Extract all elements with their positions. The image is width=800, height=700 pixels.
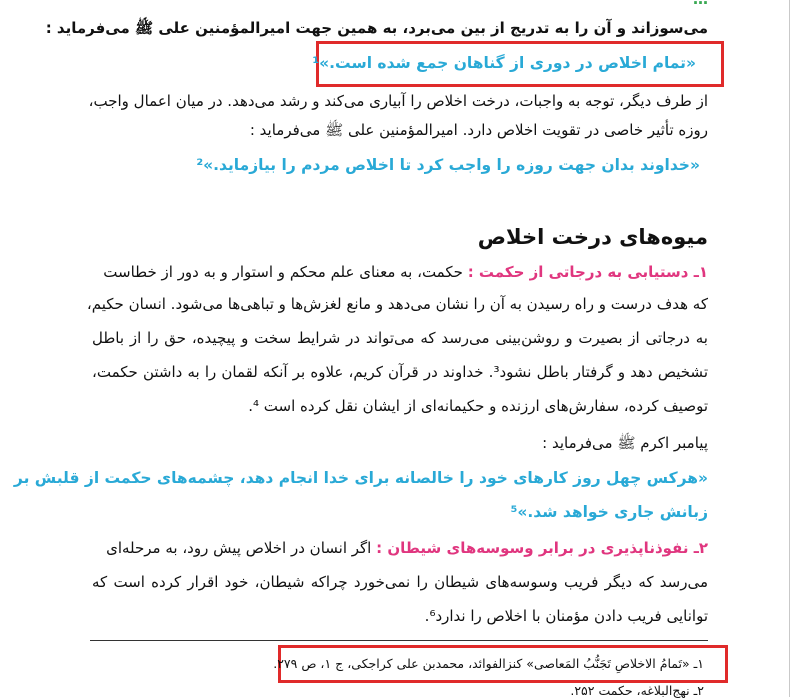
- text-line: تشخیص دهد و گرفتار باطل نشود³. خداوند در قرآن کریم، علاوه بر آنکه لقمان را به داشتن حکمت،: [92, 363, 708, 381]
- section-heading: میوه‌های درخت اخلاص: [477, 225, 708, 249]
- footnote: ۲ـ نهج‌البلاغه، حکمت ۲۵۲.: [570, 683, 704, 698]
- quote-line: «تمام اخلاص در دوری از گناهان جمع شده است.»¹: [312, 54, 696, 72]
- subsection-title: ۲ـ نفوذناپذیری در برابر وسوسه‌های شیطان :: [376, 539, 708, 557]
- cropped-top-line: [609, 0, 708, 10]
- subsection-title: ۱ـ دستیابی به درجاتی از حکمت :: [467, 263, 708, 281]
- subsection-line: [92, 261, 708, 283]
- subsection-line: [92, 537, 708, 559]
- text-line: از طرف دیگر، توجه به واجبات، درخت اخلاص را آبیاری می‌کند و رشد می‌دهد. در میان اعمال واجب،: [88, 92, 708, 110]
- subsection-text: حکمت، به معنای علم محکم و استوار و به دور از خطاست: [103, 263, 463, 281]
- text-line: توانایی فریب دادن مؤمنان با اخلاص را ندارد⁶.: [424, 607, 708, 625]
- quote-line: زبانش جاری خواهد شد.»⁵: [510, 503, 708, 521]
- text-line: می‌سوزاند و آن را به تدریج از بین می‌برد، به همین جهت امیرالمؤمنین علی ﷺ می‌فرماید :: [45, 19, 708, 37]
- text-line: می‌رسد که دیگر فریب وسوسه‌های شیطان را نمی‌خورد چراکه شیطان، خود اقرار کرده است که: [92, 573, 708, 591]
- quote-line: «خداوند بدان جهت روزه را واجب کرد تا اخلاص مردم را بیازماید.»²: [196, 156, 700, 174]
- text-line: روزه تأثیر خاصی در تقویت اخلاص دارد. امیرالمؤمنین علی ﷺ می‌فرماید :: [249, 121, 708, 139]
- text-line: که هدف درست و راه رسیدن به آن را نشان می‌دهد و مانع لغزش‌ها و تباهی‌ها می‌شود. انسان حکیم،: [86, 295, 708, 313]
- footnote-rule: [90, 640, 708, 641]
- text-line: توصیف کرده، سفارش‌های ارزنده و حکیمانه‌ای از ایشان نقل کرده است ⁴.: [248, 397, 708, 415]
- page-edge-rule: [789, 0, 790, 697]
- quote-line: «هرکس چهل روز کارهای خود را خالصانه برای خدا انجام دهد، چشمه‌های حکمت از قلبش بر: [13, 469, 708, 487]
- text-line: به درجاتی از بصیرت و روشن‌بینی می‌رسد که می‌تواند در شرایط سخت و پیچیده، حق را از باطل: [92, 329, 708, 347]
- text-line: پیامبر اکرم ﷺ می‌فرماید :: [542, 434, 708, 452]
- footnote: ۱ـ «تَمامُ الاخلاصِ تَجَنُّبُ المَعاصی» کنزالفوائد، محمدبن علی کراجکی، ج ۱، ص ۲۷۹.: [273, 656, 704, 671]
- subsection-text: اگر انسان در اخلاص پیش رود، به مرحله‌ای: [106, 539, 372, 557]
